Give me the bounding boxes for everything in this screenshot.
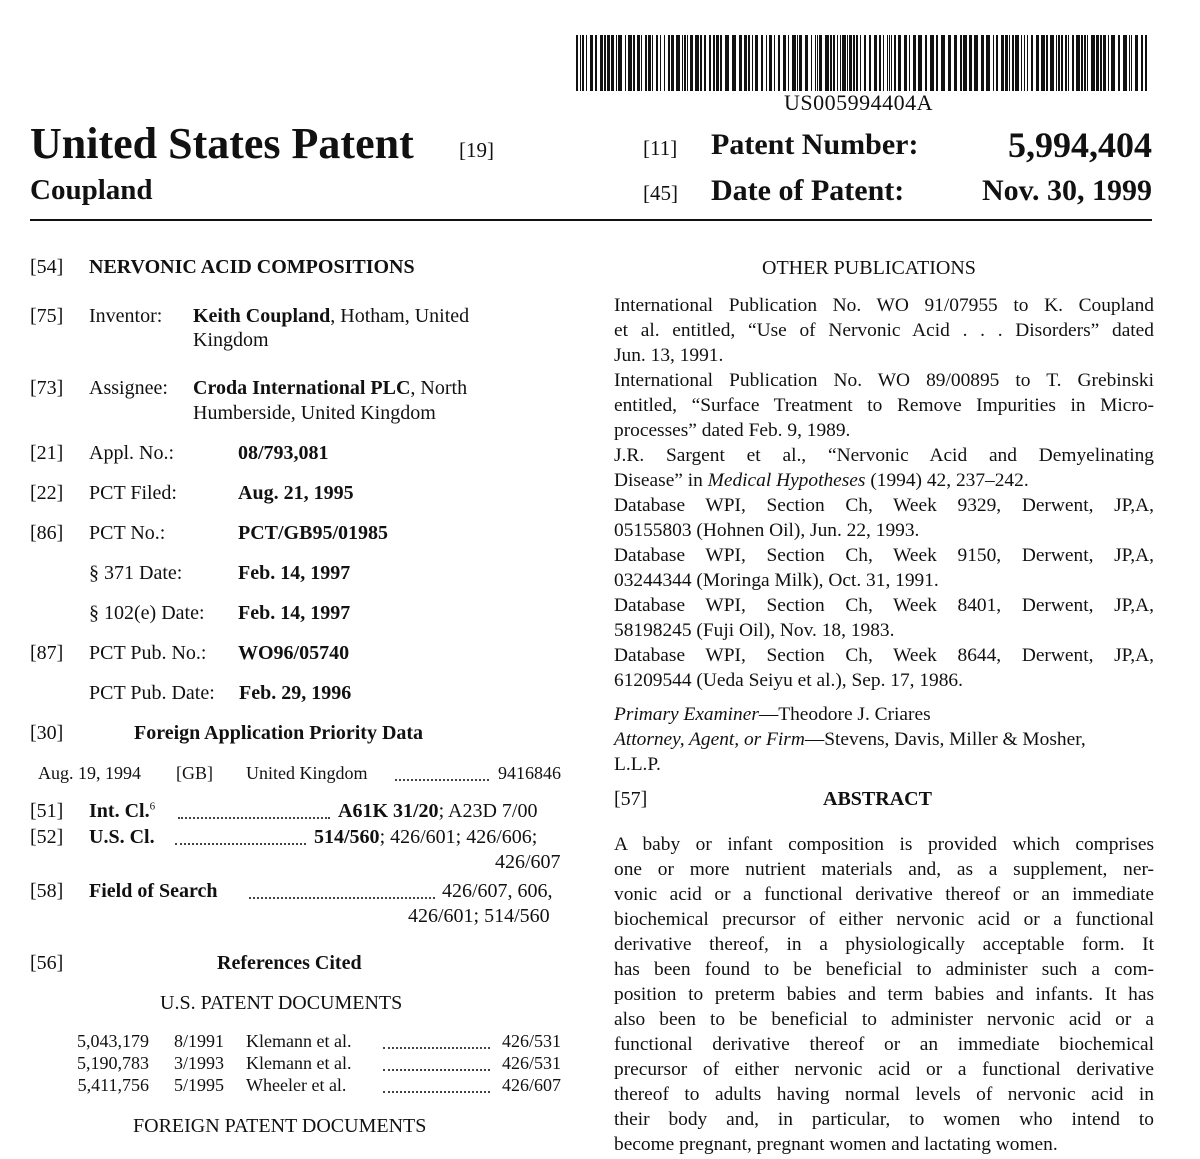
barcode-bar	[616, 35, 617, 91]
appl-value: 08/793,081	[238, 442, 329, 464]
barcode-bar	[766, 35, 767, 91]
barcode-bar	[1076, 35, 1080, 91]
author-name: Coupland	[30, 174, 153, 206]
abstract-line: A baby or infant composition is provided which comprises	[614, 834, 1154, 855]
fos-line-1: 426/607, 606,	[442, 880, 553, 902]
pct-filed-label: PCT Filed:	[89, 482, 177, 504]
barcode-bar	[853, 35, 855, 91]
barcode-bar	[1108, 35, 1109, 91]
barcode-bar	[690, 35, 693, 91]
abstract-line: vonic acid or a functional derivative thereof or an immediate	[614, 884, 1154, 905]
primary-examiner-name: —Theodore J. Criares	[758, 704, 931, 725]
barcode-bar	[1031, 35, 1033, 91]
pub-4-line-1: Database WPI, Section Ch, Week 9329, Derwent, JP,A,	[614, 495, 1154, 516]
barcode-bar	[941, 35, 945, 91]
barcode-bar	[792, 35, 796, 91]
appl-label: Appl. No.:	[89, 442, 174, 464]
uscl-value-1	[314, 826, 537, 849]
uscl-code: [52]	[30, 826, 64, 848]
barcode-bar	[1118, 35, 1120, 91]
pub-6-line-2: 58198245 (Fuji Oil), Nov. 18, 1983.	[614, 620, 895, 641]
attorney-suffix: L.L.P.	[614, 754, 661, 775]
barcode-bar	[847, 35, 848, 91]
barcode-bar	[664, 35, 665, 91]
abstract-heading: ABSTRACT	[823, 788, 932, 810]
intcl-label	[89, 800, 155, 823]
other-pubs-heading: OTHER PUBLICATIONS	[762, 257, 976, 279]
patent-number: 5,994,404	[1008, 125, 1152, 165]
ref-class: 426/531	[502, 1031, 562, 1051]
pct-no-code: [86]	[30, 522, 64, 544]
ref-leader	[383, 1069, 490, 1071]
attorney	[614, 729, 1086, 751]
fos-line-2: 426/601; 514/560	[408, 905, 550, 927]
barcode-bar	[797, 35, 798, 91]
barcode-bar	[864, 35, 866, 91]
barcode-bar	[641, 35, 642, 91]
barcode-bar	[986, 35, 990, 91]
abstract-line: position to preterm babies and term babies and infants. It has	[614, 984, 1154, 1005]
barcode-bar	[755, 35, 758, 91]
barcode-bar	[856, 35, 858, 91]
barcode-bar	[1056, 35, 1057, 91]
abstract-line: one or more nutrient materials and, as a supplement, ner-	[614, 859, 1154, 880]
barcode-bar	[825, 35, 829, 91]
pub-5-line-1: Database WPI, Section Ch, Week 9150, Derwent, JP,A,	[614, 545, 1154, 566]
pub-3	[614, 443, 1154, 493]
intcl-value	[338, 800, 537, 823]
barcode-bar	[576, 35, 578, 91]
barcode-bar	[891, 35, 892, 91]
inventor-name: Keith Coupland	[193, 305, 331, 327]
pub-5	[614, 543, 1154, 593]
barcode-bar	[752, 35, 753, 91]
refs-heading: References Cited	[217, 952, 362, 974]
barcode-bar	[969, 35, 972, 91]
barcode-bar	[744, 35, 747, 91]
attorney-name: —Stevens, Davis, Miller & Mosher,	[804, 729, 1086, 750]
pub-5-line-2: 03244344 (Moringa Milk), Oct. 31, 1991.	[614, 570, 939, 591]
ref-inventor: Klemann et al.	[246, 1053, 352, 1073]
inventor-label: Inventor:	[89, 305, 163, 327]
fos-leader	[249, 897, 435, 899]
barcode-bar	[748, 35, 750, 91]
barcode	[576, 35, 1151, 91]
ref-class: 426/531	[502, 1053, 562, 1073]
ref-number: 5,043,179	[77, 1031, 149, 1051]
uscl-label: U.S. Cl.	[89, 826, 155, 848]
barcode-bar	[1065, 35, 1067, 91]
barcode-bar	[1027, 35, 1028, 91]
barcode-bar	[849, 35, 852, 91]
barcode-bar	[799, 35, 802, 91]
barcode-bar	[618, 35, 622, 91]
pub-1-line-2: et al. entitled, “Use of Nervonic Acid . . . Disorders” dated	[614, 320, 1154, 341]
priority-number: 9416846	[498, 763, 561, 783]
barcode-bar	[716, 35, 719, 91]
barcode-bar	[830, 35, 832, 91]
barcode-bar	[1087, 35, 1088, 91]
document-title: United States Patent	[30, 119, 414, 168]
us-docs-heading: U.S. PATENT DOCUMENTS	[160, 992, 403, 1014]
abstract-line: functional derivative thereof or an immediate biochemical	[614, 1034, 1154, 1055]
barcode-bar	[778, 35, 780, 91]
pct-pub-date-label: PCT Pub. Date:	[89, 682, 215, 704]
ref-leader	[383, 1047, 490, 1049]
barcode-bar	[700, 35, 702, 91]
barcode-bar	[819, 35, 822, 91]
barcode-bar	[925, 35, 927, 91]
barcode-bar	[713, 35, 715, 91]
barcode-bar	[948, 35, 951, 91]
pub-3-line-2	[614, 468, 1154, 493]
date-of-patent-label: Date of Patent:	[711, 174, 905, 207]
barcode-bar	[668, 35, 670, 91]
barcode-bar	[936, 35, 938, 91]
barcode-bar	[788, 35, 789, 91]
ref-inventor: Wheeler et al.	[246, 1075, 347, 1095]
barcode-bar	[1001, 35, 1004, 91]
inventor-code: [75]	[30, 305, 64, 327]
pct-pub-label: PCT Pub. No.:	[89, 642, 207, 664]
barcode-bar	[774, 35, 775, 91]
barcode-bar	[1103, 35, 1106, 91]
barcode-bar	[633, 35, 635, 91]
appl-code: [21]	[30, 442, 64, 464]
barcode-bar	[604, 35, 606, 91]
assignee-code: [73]	[30, 377, 64, 399]
barcode-bar	[960, 35, 962, 91]
assignee-name: Croda International PLC	[193, 377, 411, 399]
barcode-bar	[611, 35, 614, 91]
barcode-bar	[1024, 35, 1025, 91]
barcode-bar	[1058, 35, 1060, 91]
refs-code: [56]	[30, 952, 64, 974]
priority-date: Aug. 19, 1994	[38, 763, 141, 783]
barcode-number: US005994404A	[784, 90, 934, 115]
barcode-bar	[586, 35, 587, 91]
barcode-bar	[837, 35, 838, 91]
foreign-docs-heading: FOREIGN PATENT DOCUMENTS	[133, 1115, 427, 1137]
foreign-code: [30]	[30, 722, 64, 744]
pub-7-line-2: 61209544 (Ueda Seiyu et al.), Sep. 17, 1986.	[614, 670, 963, 691]
barcode-bar	[1061, 35, 1063, 91]
barcode-bar	[860, 35, 861, 91]
barcode-bar	[1041, 35, 1045, 91]
pub-3-part-a: Disease” in	[614, 470, 708, 491]
barcode-bar	[660, 35, 661, 91]
barcode-bar	[887, 35, 888, 91]
abstract-line: has been found to be beneficial to administer such a com-	[614, 959, 1154, 980]
barcode-bar	[1135, 35, 1138, 91]
barcode-bar	[580, 35, 581, 91]
barcode-bar	[656, 35, 658, 91]
barcode-bar	[695, 35, 699, 91]
barcode-bar	[1015, 35, 1019, 91]
pub-1-line-1: International Publication No. WO 91/07955 to K. Coupland	[614, 295, 1154, 316]
assignee-location-2: Humberside, United Kingdom	[193, 402, 436, 424]
barcode-bar	[720, 35, 722, 91]
barcode-bar	[709, 35, 711, 91]
pub-1-line-3: Jun. 13, 1991.	[614, 345, 724, 366]
barcode-bar	[671, 35, 674, 91]
intcl-label-text: Int. Cl.	[89, 800, 150, 822]
pct-pub-code: [87]	[30, 642, 64, 664]
intcl-edition: 6	[149, 800, 156, 813]
ref-number: 5,190,783	[77, 1053, 149, 1073]
ref-date: 5/1995	[174, 1075, 225, 1095]
barcode-bar	[607, 35, 610, 91]
pub-4	[614, 493, 1154, 543]
uscl-main: 514/560	[314, 826, 380, 848]
date-of-patent: Nov. 30, 1999	[981, 174, 1152, 207]
pub-2	[614, 368, 1154, 443]
inventor-line-1	[193, 305, 469, 328]
barcode-bar	[783, 35, 786, 91]
priority-country: United Kingdom	[246, 763, 368, 783]
pub-3-line-1: J.R. Sargent et al., “Nervonic Acid and Demyelinating	[614, 445, 1154, 466]
pub-6	[614, 593, 1154, 643]
pub-2-line-1: International Publication No. WO 89/00895 to T. Grebinski	[614, 370, 1154, 391]
patent-number-label: Patent Number:	[711, 128, 919, 161]
barcode-bar	[1145, 35, 1147, 91]
barcode-bar	[732, 35, 736, 91]
intcl-code: [51]	[30, 800, 64, 822]
date-code: [45]	[643, 181, 678, 205]
barcode-bar	[600, 35, 603, 91]
attorney-label: Attorney, Agent, or Firm	[614, 729, 805, 750]
inventor-location: , Hotham, United	[330, 305, 470, 327]
barcode-bar	[1050, 35, 1054, 91]
patent-number-code: [11]	[643, 136, 678, 160]
foreign-priority-heading: Foreign Application Priority Data	[134, 722, 424, 744]
ref-date: 8/1991	[174, 1031, 225, 1051]
priority-leader	[395, 779, 489, 781]
barcode-bar	[645, 35, 647, 91]
barcode-bar	[676, 35, 680, 91]
barcode-bar	[1100, 35, 1102, 91]
barcode-bar	[963, 35, 967, 91]
pct-no-label: PCT No.:	[89, 522, 166, 544]
barcode-bar	[913, 35, 916, 91]
barcode-bar	[815, 35, 816, 91]
intcl-main: A61K 31/20	[338, 800, 439, 822]
pct-filed-value: Aug. 21, 1995	[238, 482, 354, 504]
ref-class: 426/607	[502, 1075, 562, 1095]
barcode-bar	[981, 35, 984, 91]
barcode-bar	[590, 35, 593, 91]
barcode-bar	[1046, 35, 1048, 91]
barcode-bar	[684, 35, 686, 91]
ref-number: 5,411,756	[77, 1075, 149, 1095]
barcode-bar	[1036, 35, 1039, 91]
barcode-bar	[874, 35, 877, 91]
barcode-bar	[739, 35, 742, 91]
barcode-bar	[869, 35, 871, 91]
barcode-bar	[648, 35, 651, 91]
barcode-bar	[996, 35, 998, 91]
barcode-bar	[652, 35, 653, 91]
pct-filed-code: [22]	[30, 482, 64, 504]
title-code-54: [54]	[30, 256, 64, 278]
pub-3-part-b: (1994) 42, 237–242.	[865, 470, 1029, 491]
barcode-bar	[889, 35, 890, 91]
fos-code: [58]	[30, 880, 64, 902]
barcode-bar	[628, 35, 632, 91]
barcode-bar	[1091, 35, 1095, 91]
barcode-bar	[725, 35, 729, 91]
barcode-bar	[1123, 35, 1127, 91]
abstract-line: also been to be beneficial to administer nervonic acid or a	[614, 1009, 1154, 1030]
barcode-bar	[704, 35, 706, 91]
barcode-bar	[687, 35, 688, 91]
barcode-bar	[840, 35, 841, 91]
uscl-value-2: 426/607	[495, 851, 561, 873]
s371-value: Feb. 14, 1997	[238, 562, 351, 584]
abstract-line: become pregnant, pregnant women and lactating women.	[614, 1134, 1058, 1155]
barcode-bar	[1084, 35, 1086, 91]
barcode-bar	[1096, 35, 1099, 91]
pub-3-journal: Medical Hypotheses	[707, 470, 866, 491]
abstract-line: their body and, in particular, to women who intend to	[614, 1109, 1154, 1130]
pub-2-line-3: processes” dated Feb. 9, 1989.	[614, 420, 851, 441]
pub-4-line-2: 05155803 (Hohnen Oil), Jun. 22, 1993.	[614, 520, 920, 541]
barcode-bar	[842, 35, 846, 91]
ref-leader	[383, 1091, 490, 1093]
barcode-bar	[894, 35, 896, 91]
barcode-bar	[1005, 35, 1008, 91]
barcode-bar	[1021, 35, 1022, 91]
pub-7-line-1: Database WPI, Section Ch, Week 8644, Derwent, JP,A,	[614, 645, 1154, 666]
intcl-rest: ; A23D 7/00	[438, 800, 538, 822]
barcode-bar	[883, 35, 884, 91]
barcode-bar	[1012, 35, 1014, 91]
barcode-bar	[595, 35, 597, 91]
assignee-location: , North	[410, 377, 468, 399]
barcode-bar	[904, 35, 907, 91]
barcode-bar	[582, 35, 584, 91]
ref-date: 3/1993	[174, 1053, 225, 1073]
pub-6-line-1: Database WPI, Section Ch, Week 8401, Derwent, JP,A,	[614, 595, 1154, 616]
abstract-code: [57]	[614, 788, 648, 810]
intcl-leader	[178, 817, 330, 819]
barcode-bar	[637, 35, 640, 91]
barcode-bar	[974, 35, 978, 91]
barcode-bar	[1129, 35, 1130, 91]
barcode-bar	[682, 35, 683, 91]
barcode-bar	[909, 35, 910, 91]
s371-label: § 371 Date:	[89, 562, 183, 584]
pct-pub-value: WO96/05740	[238, 642, 350, 664]
abstract-line: precursor of either nervonic acid or a functional derivative	[614, 1059, 1154, 1080]
abstract-line: thereof to adults having normal levels of nervonic acid in	[614, 1084, 1154, 1105]
barcode-bar	[898, 35, 901, 91]
barcode-bar	[918, 35, 922, 91]
barcode-bar	[817, 35, 818, 91]
barcode-bar	[1111, 35, 1115, 91]
priority-country-code: [GB]	[176, 763, 213, 783]
title-code: [19]	[459, 138, 494, 162]
primary-examiner	[614, 704, 931, 726]
assignee-label: Assignee:	[89, 377, 168, 399]
barcode-bar	[1072, 35, 1074, 91]
barcode-bar	[879, 35, 881, 91]
pct-no-value: PCT/GB95/01985	[238, 522, 389, 544]
assignee-line-1	[193, 377, 467, 400]
uscl-rest: ; 426/601; 426/606;	[379, 826, 538, 848]
barcode-bar	[805, 35, 808, 91]
barcode-bar	[1141, 35, 1143, 91]
barcode-bar	[1131, 35, 1132, 91]
barcode-bar	[769, 35, 772, 91]
s102-value: Feb. 14, 1997	[238, 602, 351, 624]
pub-1	[614, 293, 1154, 368]
barcode-bar	[954, 35, 957, 91]
uscl-leader	[175, 843, 306, 845]
barcode-bar	[1081, 35, 1083, 91]
abstract-line: biochemical precursor of either nervonic acid or a functional	[614, 909, 1154, 930]
s102-label: § 102(e) Date:	[89, 602, 205, 624]
header-divider	[30, 219, 1152, 221]
ref-inventor: Klemann et al.	[246, 1031, 352, 1051]
barcode-bar	[993, 35, 994, 91]
barcode-bar	[1068, 35, 1069, 91]
barcode-bar	[1009, 35, 1010, 91]
abstract-body	[614, 832, 1154, 1157]
barcode-bar	[833, 35, 835, 91]
pct-pub-date-value: Feb. 29, 1996	[239, 682, 352, 704]
pub-2-line-2: entitled, “Surface Treatment to Remove Impurities in Micro-	[614, 395, 1154, 416]
barcode-bar	[930, 35, 934, 91]
abstract-line: derivative thereof, in a physiologically acceptable form. It	[614, 934, 1154, 955]
pub-7	[614, 643, 1154, 693]
barcode-bar	[625, 35, 626, 91]
barcode-bar	[811, 35, 812, 91]
primary-examiner-label: Primary Examiner	[614, 704, 759, 725]
barcode-bar	[761, 35, 763, 91]
fos-label: Field of Search	[89, 880, 218, 902]
invention-title: NERVONIC ACID COMPOSITIONS	[89, 256, 415, 278]
inventor-location-2: Kingdom	[193, 329, 269, 351]
